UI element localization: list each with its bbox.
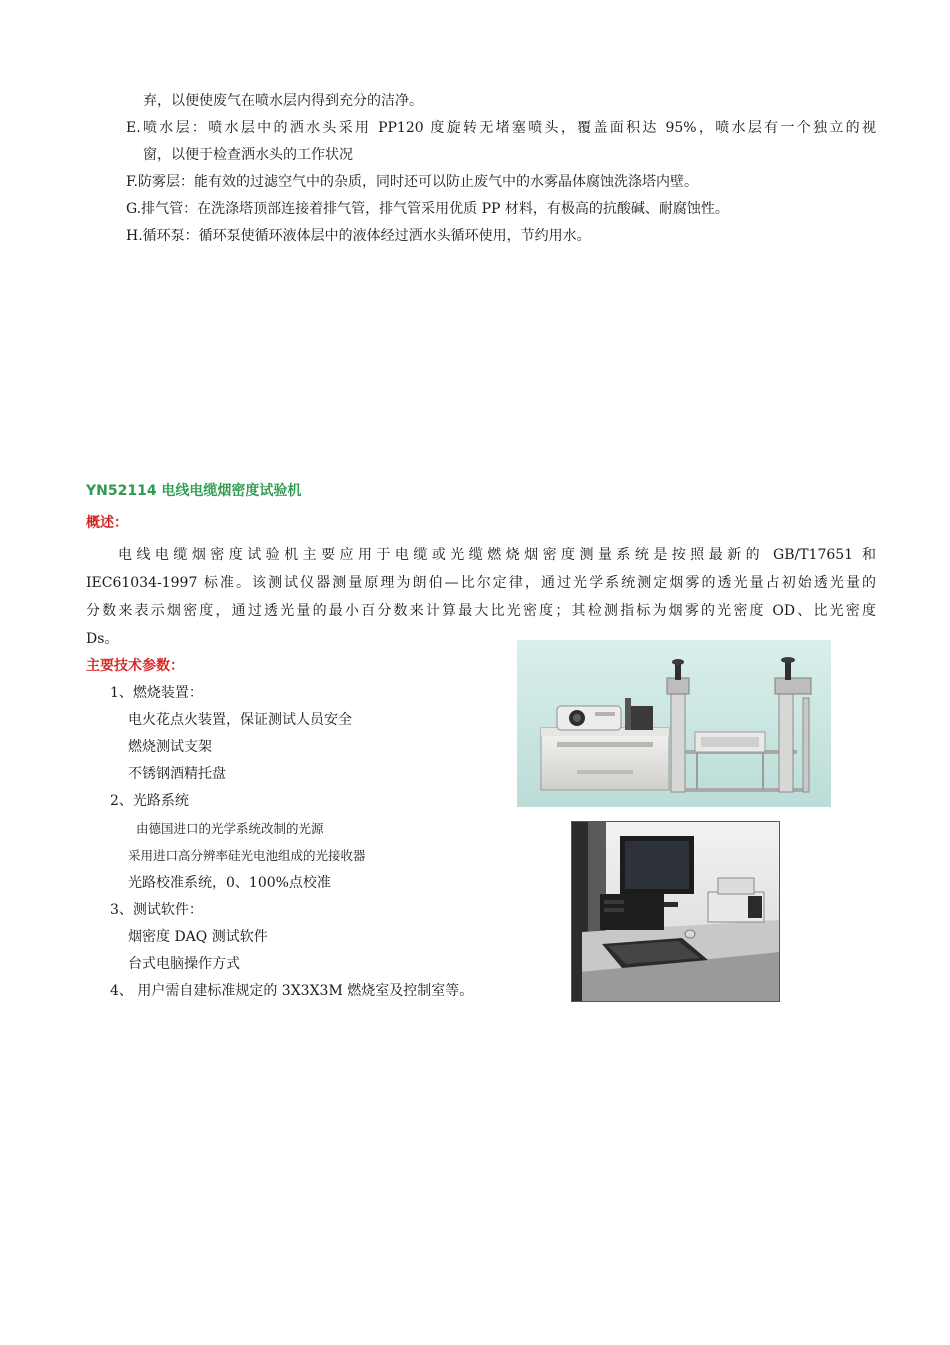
item-h: H.循环泵：循环泵使循环液体层中的液体经过洒水头循环使用，节约用水。 [126,228,591,244]
param-item: 台式电脑操作方式 [128,956,240,972]
param-item: 采用进口高分辨率硅光电池组成的光接收器 [128,848,366,863]
param-group-3: 3、测试软件： [110,902,203,918]
param-item: 光路校准系统，0、100%点校准 [128,875,331,891]
product-title: YN52114 电线电缆烟密度试验机 [86,483,302,499]
item-f: F.防雾层：能有效的过滤空气中的杂质，同时还可以防止废气中的水雾晶体腐蚀洗涤塔内壁。 [126,174,698,190]
item-g: G.排气管：在洗涤塔顶部连接着排气管，排气管采用优质 PP 材料，有极高的抗酸碱、耐腐蚀性。 [126,201,729,217]
apparatus-illustration [517,640,831,807]
overview-heading: 概述： [86,515,128,531]
param-item: 烟密度 DAQ 测试软件 [128,929,268,945]
params-heading: 主要技术参数： [86,658,184,674]
param-item: 电火花点火装置，保证测试人员安全 [128,712,352,728]
computer-photo [571,821,780,1002]
overview-line-1: 电线电缆烟密度试验机主要应用于电缆或光缆燃烧烟密度测量系统是按照最新的 GB/T17651 和 [118,547,876,563]
overview-line-3: 分数来表示烟密度，通过透光量的最小百分数来计算最大比光密度；其检测指标为烟雾的光密度 OD、比光密度 [86,603,876,619]
param-group-2: 2、光路系统 [110,793,189,809]
param-group-4: 4、 用户需自建标准规定的 3X3X3M 燃烧室及控制室等。 [110,983,474,999]
param-group-1: 1、燃烧装置： [110,685,203,701]
overview-line-4: Ds。 [86,631,119,647]
apparatus-photo [517,640,831,807]
computer-illustration [572,822,779,1001]
para-line-d-continuation: 弃，以便使废气在喷水层内得到充分的洁净。 [143,93,423,109]
param-item: 由德国进口的光学系统改制的光源 [136,821,324,836]
item-e-line-2: 窗，以便于检查洒水头的工作状况 [143,147,353,163]
param-item: 燃烧测试支架 [128,739,212,755]
item-e-line-1: E.喷水层：喷水层中的洒水头采用 PP120 度旋转无堵塞喷头，覆盖面积达 95%，喷水层有一个独立的视 [126,120,876,136]
param-item: 不锈钢酒精托盘 [128,766,226,782]
overview-line-2: IEC61034-1997 标准。该测试仪器测量原理为朗伯—比尔定律，通过光学系统测定烟雾的透光量占初始透光量的 [86,575,876,591]
